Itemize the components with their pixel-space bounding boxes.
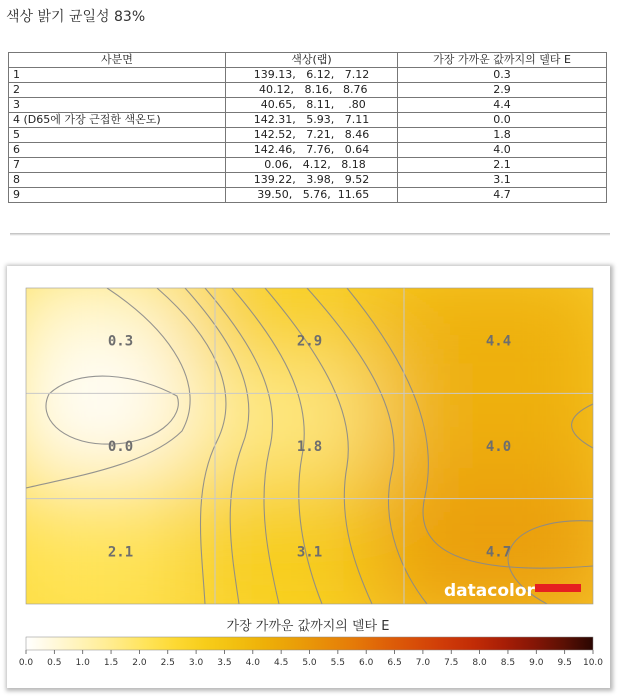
colorbar-tick-label: 5.5	[330, 658, 346, 668]
cell-delta-e: 2.9	[398, 83, 607, 98]
quadrant-value-label: 0.0	[107, 439, 134, 455]
quadrant-value-label: 4.4	[485, 333, 512, 350]
datacolor-logo-text: datacolor	[444, 581, 535, 601]
colorbar-tick-label: 1.0	[75, 658, 90, 668]
table-row	[9, 113, 607, 128]
colorbar-tick-label: 8.5	[500, 658, 516, 668]
cell-lab: 40.12, 8.16, 8.76	[226, 83, 398, 98]
quadrant-value-label: 4.7	[485, 544, 512, 561]
cell-quadrant: 3	[9, 98, 226, 113]
colorbar-tick-label: 1.5	[103, 658, 119, 668]
cell-lab: 40.65, 8.11, .80	[226, 98, 398, 113]
cell-quadrant: 4 (D65에 가장 근접한 색온도)	[9, 113, 226, 128]
cell-lab: 0.06, 4.12, 8.18	[226, 158, 398, 173]
colorbar-ticks	[19, 650, 603, 668]
colorbar-tick-label: 0.0	[18, 658, 34, 668]
table-shadow	[10, 233, 610, 236]
uniformity-chart-panel	[7, 266, 610, 688]
colorbar-tick-label: 7.5	[444, 658, 459, 668]
quadrant-value-label: 2.1	[107, 544, 134, 561]
table-row	[9, 173, 607, 188]
colorbar-tick-label: 8.0	[472, 658, 487, 668]
cell-quadrant: 1	[9, 68, 226, 83]
cell-delta-e: 4.4	[398, 98, 607, 113]
header-delta-e: 가장 가까운 값까지의 델타 E	[398, 53, 607, 68]
colorbar-tick-label: 6.5	[387, 658, 402, 668]
cell-delta-e: 1.8	[398, 128, 607, 143]
uniformity-heatmap	[7, 266, 610, 688]
quadrant-value-label: 3.1	[296, 544, 323, 561]
uniformity-table	[8, 52, 607, 203]
quadrant-value-label: 0.3	[107, 333, 134, 350]
table-row	[9, 128, 607, 143]
colorbar-tick-label: 3.0	[188, 658, 204, 668]
quadrant-value-label: 1.8	[296, 439, 323, 455]
cell-quadrant: 9	[9, 188, 226, 203]
header-color-lab: 색상(랩)	[226, 53, 398, 68]
colorbar-tick-label: 7.0	[415, 658, 431, 668]
cell-lab: 142.46, 7.76, 0.64	[226, 143, 398, 158]
colorbar-tick-label: 5.0	[302, 658, 317, 668]
cell-quadrant: 6	[9, 143, 226, 158]
colorbar-title: 가장 가까운 값까지의 델타 E	[226, 619, 390, 634]
cell-lab: 139.13, 6.12, 7.12	[226, 68, 398, 83]
page-title: 색상 밝기 균일성 83%	[6, 9, 146, 25]
table-row	[9, 143, 607, 158]
header-quadrant: 사분면	[9, 53, 226, 68]
colorbar-tick-label: 2.5	[160, 658, 175, 668]
colorbar-tick-label: 4.0	[245, 658, 260, 668]
table-row	[9, 68, 607, 83]
cell-delta-e: 2.1	[398, 158, 607, 173]
cell-lab: 142.31, 5.93, 7.11	[226, 113, 398, 128]
cell-lab: 39.50, 5.76, 11.65	[226, 188, 398, 203]
table-header-row	[9, 53, 607, 68]
cell-delta-e: 0.0	[398, 113, 607, 128]
cell-lab: 142.52, 7.21, 8.46	[226, 128, 398, 143]
quadrant-value-label: 2.9	[296, 333, 323, 350]
table-row	[9, 98, 607, 113]
colorbar-tick-label: 0.5	[47, 658, 62, 668]
cell-quadrant: 8	[9, 173, 226, 188]
cell-lab: 139.22, 3.98, 9.52	[226, 173, 398, 188]
table-row	[9, 158, 607, 173]
cell-quadrant: 5	[9, 128, 226, 143]
colorbar-tick-label: 9.5	[557, 658, 572, 668]
table-row	[9, 83, 607, 98]
colorbar-tick-label: 10.0	[582, 658, 604, 668]
colorbar-tick-label: 6.0	[359, 658, 374, 668]
cell-delta-e: 4.0	[398, 143, 607, 158]
table-row	[9, 188, 607, 203]
quadrant-value-label: 4.0	[485, 439, 512, 455]
colorbar-tick-label: 3.5	[217, 658, 232, 668]
cell-quadrant: 7	[9, 158, 226, 173]
cell-delta-e: 0.3	[398, 68, 607, 83]
colorbar	[26, 637, 593, 650]
cell-delta-e: 3.1	[398, 173, 607, 188]
cell-delta-e: 4.7	[398, 188, 607, 203]
colorbar-tick-label: 2.0	[132, 658, 147, 668]
colorbar-tick-label: 9.0	[529, 658, 544, 668]
colorbar-tick-label: 4.5	[273, 658, 289, 668]
datacolor-logo-bar	[535, 584, 581, 592]
cell-quadrant: 2	[9, 83, 226, 98]
